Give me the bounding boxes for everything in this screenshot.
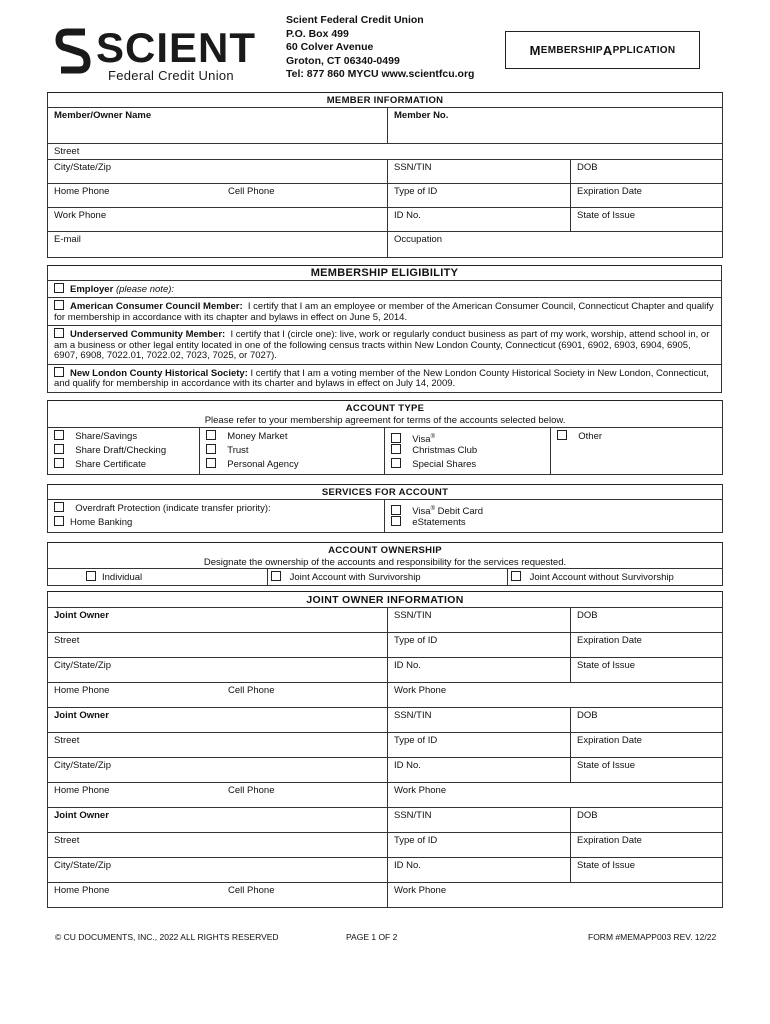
joint-dob-field[interactable]: DOB <box>571 808 723 833</box>
underserved-option <box>48 326 722 365</box>
title-part: M <box>529 42 541 58</box>
joint-state-field[interactable]: State of Issue <box>571 858 723 883</box>
acc-member-checkbox[interactable] <box>54 300 64 310</box>
historical-society-option <box>48 364 722 392</box>
services-section <box>47 484 723 533</box>
joint-work-phone-field[interactable]: Work Phone <box>388 883 723 908</box>
account-option[interactable] <box>557 430 716 444</box>
expiration-date-field[interactable]: Expiration Date <box>571 184 723 208</box>
street-field[interactable]: Street <box>48 144 723 160</box>
section-heading: JOINT OWNER INFORMATION <box>48 592 723 608</box>
section-heading: MEMBER INFORMATION <box>48 93 723 108</box>
checkbox[interactable] <box>54 458 64 468</box>
member-no-field[interactable]: Member No. <box>388 108 723 144</box>
option-label: Home Banking <box>70 517 133 528</box>
option-text: I certify that I (circle one): live, work or regularly conduct business as part of my work, worship, attend school in, or am a business or other legal entity located in one of the following census tracts within New London County, Connecticut (6901, 6902, 6903, 6904, 6905, 6907, 6908, 7022.01, 7022.02, 7023, 7025, or 7027). <box>54 329 710 361</box>
joint-cell-phone-field[interactable]: Cell Phone <box>228 885 275 896</box>
account-type-note: Please refer to your membership agreement for terms of the accounts selected below. <box>48 415 723 428</box>
occupation-field[interactable]: Occupation <box>388 232 723 258</box>
address-line: P.O. Box 499 <box>286 27 349 40</box>
joint-street-field[interactable]: Street <box>48 633 388 658</box>
logo-subtitle: Federal Credit Union <box>108 68 234 83</box>
joint-type-id-field[interactable]: Type of ID <box>388 633 571 658</box>
ssn-tin-field[interactable]: SSN/TIN <box>388 160 571 184</box>
option-lead: American Consumer Council Member: <box>70 301 243 312</box>
option-label: Joint Account with Survivorship <box>289 572 421 583</box>
checkbox[interactable] <box>511 571 521 581</box>
services-right <box>385 500 723 533</box>
checkbox[interactable] <box>86 571 96 581</box>
account-ownership-section <box>47 542 723 586</box>
checkbox[interactable] <box>391 433 401 443</box>
joint-street-field[interactable]: Street <box>48 833 388 858</box>
joint-type-id-field[interactable]: Type of ID <box>388 733 571 758</box>
section-heading: MEMBERSHIP ELIGIBILITY <box>48 266 722 281</box>
cell-phone-field[interactable]: Cell Phone <box>228 186 275 197</box>
id-no-field[interactable]: ID No. <box>388 208 571 232</box>
joint-type-id-field[interactable]: Type of ID <box>388 833 571 858</box>
service-option[interactable] <box>391 516 716 530</box>
joint-city-field[interactable]: City/State/Zip <box>48 658 388 683</box>
option-label: Joint Account without Survivorship <box>529 572 674 583</box>
account-option[interactable] <box>54 430 193 444</box>
joint-phones <box>48 883 388 908</box>
membership-eligibility-section <box>47 265 722 393</box>
underserved-checkbox[interactable] <box>54 328 64 338</box>
employer-option <box>48 280 722 298</box>
account-col-1 <box>48 428 200 475</box>
title-part: PPLICATION <box>612 44 676 56</box>
section-heading: ACCOUNT OWNERSHIP <box>48 543 723 558</box>
credit-union-address <box>286 14 474 82</box>
joint-owner-section <box>47 591 723 908</box>
account-type-section <box>47 400 723 475</box>
joint-street-field[interactable]: Street <box>48 733 388 758</box>
ownership-note: Designate the ownership of the accounts and responsibility for the services requested. <box>48 557 723 569</box>
option-label: eStatements <box>412 517 466 528</box>
dob-field[interactable]: DOB <box>571 160 723 184</box>
checkbox[interactable] <box>54 444 64 454</box>
phone-cell <box>48 184 388 208</box>
account-option[interactable] <box>391 444 544 458</box>
checkbox[interactable] <box>54 516 64 526</box>
joint-owner-field[interactable]: Joint Owner <box>48 808 388 833</box>
service-option[interactable]: Visa® Debit Card <box>391 502 716 516</box>
account-col-2 <box>200 428 385 475</box>
option-label: Christmas Club <box>412 445 478 456</box>
type-of-id-field[interactable]: Type of ID <box>388 184 571 208</box>
option-label: Overdraft Protection (indicate transfer priority): <box>75 503 271 514</box>
joint-exp-field[interactable]: Expiration Date <box>571 833 723 858</box>
section-heading: SERVICES FOR ACCOUNT <box>48 485 723 500</box>
joint-cell-phone-field[interactable]: Cell Phone <box>228 785 275 796</box>
ownership-individual[interactable] <box>48 569 268 586</box>
checkbox[interactable] <box>391 516 401 526</box>
account-option[interactable] <box>54 458 193 472</box>
joint-work-phone-field[interactable]: Work Phone <box>388 783 723 808</box>
joint-owner-field[interactable]: Joint Owner <box>48 708 388 733</box>
option-label: Money Market <box>227 431 288 442</box>
joint-city-field[interactable]: City/State/Zip <box>48 858 388 883</box>
account-option[interactable] <box>206 458 378 472</box>
option-label: Share/Savings <box>75 431 138 442</box>
footer-page-number: PAGE 1 OF 2 <box>346 932 398 942</box>
joint-state-field[interactable]: State of Issue <box>571 758 723 783</box>
historical-society-checkbox[interactable] <box>54 367 64 377</box>
work-phone-field[interactable]: Work Phone <box>48 208 388 232</box>
option-label: Trust <box>227 445 249 456</box>
title-part: A <box>602 42 613 58</box>
checkbox[interactable] <box>391 458 401 468</box>
account-option[interactable] <box>54 444 193 458</box>
joint-work-phone-field[interactable]: Work Phone <box>388 683 723 708</box>
option-lead: Underserved Community Member: <box>70 329 226 340</box>
member-information-section <box>47 92 723 258</box>
account-option[interactable]: Visa® <box>391 430 544 444</box>
address-line: Tel: 877 860 MYCU www.scientfcu.org <box>286 68 475 80</box>
joint-id-no-field[interactable]: ID No. <box>388 858 571 883</box>
option-label: Personal Agency <box>227 459 299 470</box>
joint-id-no-field[interactable]: ID No. <box>388 758 571 783</box>
footer-copyright: © CU DOCUMENTS, INC., 2022 ALL RIGHTS RESERVED <box>55 932 279 942</box>
account-col-4 <box>551 428 723 475</box>
joint-exp-field[interactable]: Expiration Date <box>571 733 723 758</box>
option-label: Share Certificate <box>75 459 147 470</box>
member-owner-name-field[interactable]: Member/Owner Name <box>48 108 388 144</box>
email-field[interactable]: E-mail <box>48 232 388 258</box>
option-note: (please note): <box>115 283 175 295</box>
joint-exp-field[interactable]: Expiration Date <box>571 633 723 658</box>
joint-dob-field[interactable]: DOB <box>571 608 723 633</box>
option-text: I certify that I am a voting member of the New London County Historical Society in New London, Connecticut, and qualify for membership in accordance with its charter and bylaws in effect on July 14, 2009. <box>54 367 709 389</box>
footer-form-number: FORM #MEMAPP003 REV. 12/22 <box>588 932 717 942</box>
address-line: Groton, CT 06340-0499 <box>286 54 400 67</box>
option-label: Share Draft/Checking <box>75 445 167 456</box>
address-line: Scient Federal Credit Union <box>286 14 424 26</box>
joint-home-phone-field[interactable]: Home Phone <box>54 685 110 696</box>
option-label: Visa <box>412 506 431 518</box>
joint-phones <box>48 783 388 808</box>
ownership-joint-without[interactable] <box>508 569 723 586</box>
logo-wordmark: SCIENT <box>96 24 257 71</box>
employer-checkbox[interactable] <box>54 283 64 293</box>
account-option[interactable] <box>206 444 378 458</box>
joint-ssn-field[interactable]: SSN/TIN <box>388 708 571 733</box>
option-text: I certify that I am an employee or member of the American Consumer Council, Connecticut Chapter and qualify for membership in accordance with its chapter and bylaws in effect on June 5, 2014. <box>54 301 714 323</box>
joint-owner-field[interactable]: Joint Owner <box>48 608 388 633</box>
form-title <box>505 31 700 69</box>
section-heading: ACCOUNT TYPE <box>48 401 723 416</box>
joint-home-phone-field[interactable]: Home Phone <box>54 785 110 796</box>
checkbox[interactable] <box>54 502 64 512</box>
option-label: Other <box>578 431 603 442</box>
option-label: Individual <box>102 572 143 583</box>
checkbox[interactable] <box>206 430 216 440</box>
joint-phones <box>48 683 388 708</box>
joint-city-field[interactable]: City/State/Zip <box>48 758 388 783</box>
option-label: Special Shares <box>412 459 477 470</box>
option-label: Visa <box>412 434 431 446</box>
option-lead: Employer <box>70 283 114 295</box>
address-line: 60 Colver Avenue <box>286 41 374 53</box>
checkbox[interactable] <box>391 505 401 515</box>
option-label: Debit Card <box>435 506 484 518</box>
account-option[interactable] <box>206 430 378 444</box>
city-state-zip-field[interactable]: City/State/Zip <box>48 160 388 184</box>
checkbox[interactable] <box>391 444 401 454</box>
state-of-issue-field[interactable]: State of Issue <box>571 208 723 232</box>
home-phone-field[interactable]: Home Phone <box>54 186 110 197</box>
joint-ssn-field[interactable]: SSN/TIN <box>388 808 571 833</box>
joint-state-field[interactable]: State of Issue <box>571 658 723 683</box>
checkbox[interactable] <box>206 444 216 454</box>
joint-ssn-field[interactable]: SSN/TIN <box>388 608 571 633</box>
checkbox[interactable] <box>206 458 216 468</box>
joint-home-phone-field[interactable]: Home Phone <box>54 885 110 896</box>
account-option[interactable] <box>391 458 544 472</box>
scient-s-logo-icon <box>55 26 91 76</box>
checkbox[interactable] <box>557 430 567 440</box>
option-lead: New London County Historical Society: <box>70 367 248 379</box>
title-part: EMBERSHIP <box>540 44 603 56</box>
checkbox[interactable] <box>54 430 64 440</box>
services-left <box>48 500 385 533</box>
service-option[interactable] <box>54 516 378 530</box>
account-col-3 <box>385 428 551 475</box>
checkbox[interactable] <box>271 571 281 581</box>
ownership-joint-with[interactable] <box>268 569 508 586</box>
service-option[interactable] <box>54 502 378 516</box>
joint-id-no-field[interactable]: ID No. <box>388 658 571 683</box>
joint-cell-phone-field[interactable]: Cell Phone <box>228 685 275 696</box>
acc-member-option <box>48 298 722 326</box>
joint-dob-field[interactable]: DOB <box>571 708 723 733</box>
